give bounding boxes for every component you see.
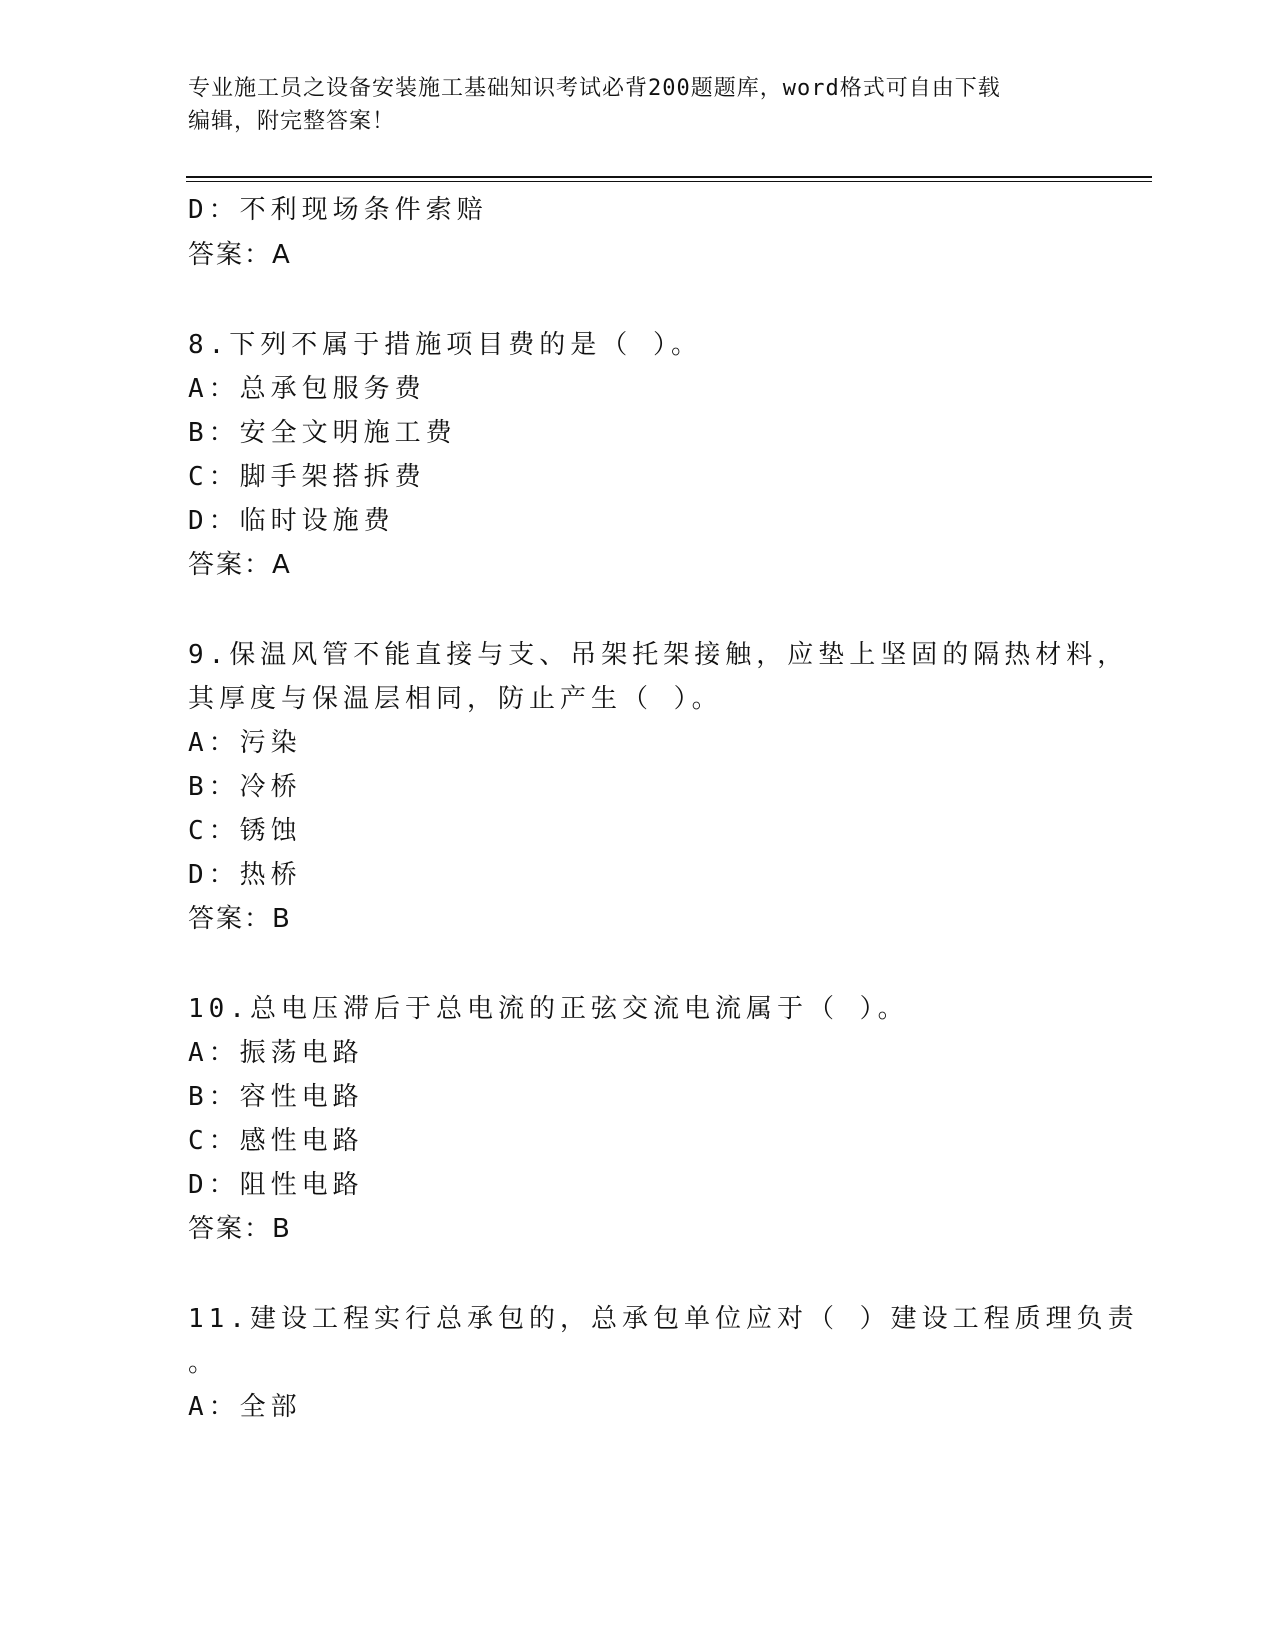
prev-option-d: D：不利现场条件索赔	[188, 195, 488, 225]
question-9-answer: 答案：B	[188, 904, 292, 934]
question-11-stem-line-1: 11.建设工程实行总承包的，总承包单位应对（ ）建设工程质理负责	[188, 1304, 1139, 1334]
question-8-option-a: A：总承包服务费	[188, 374, 426, 404]
question-10-stem: 10.总电压滞后于总电流的正弦交流电流属于（ ）。	[188, 994, 909, 1024]
question-11-option-a: A：全部	[188, 1392, 302, 1422]
question-9-option-a: A：污染	[188, 728, 302, 758]
header-line-1: 专业施工员之设备安装施工基础知识考试必背200题题库，word格式可自由下载	[188, 76, 1001, 101]
question-10-option-c: C：感性电路	[188, 1126, 364, 1156]
header-divider-thin	[186, 181, 1152, 182]
question-9-stem-line-2: 其厚度与保温层相同，防止产生（ ）。	[188, 684, 723, 714]
question-10-option-d: D：阻性电路	[188, 1170, 364, 1200]
question-9-option-d: D：热桥	[188, 860, 302, 890]
question-10-option-a: A：振荡电路	[188, 1038, 364, 1068]
question-10-answer: 答案：B	[188, 1214, 292, 1244]
question-9-option-c: C：锈蚀	[188, 816, 302, 846]
question-8-option-d: D：临时设施费	[188, 506, 395, 536]
question-9-option-b: B：冷桥	[188, 772, 302, 802]
header-line-2: 编辑，附完整答案！	[188, 109, 396, 134]
question-8-option-c: C：脚手架搭拆费	[188, 462, 426, 492]
question-8-option-b: B：安全文明施工费	[188, 418, 457, 448]
document-header	[188, 72, 1088, 138]
question-9-stem-line-1: 9.保温风管不能直接与支、吊架托架接触，应垫上坚固的隔热材料，	[188, 640, 1129, 670]
question-8-stem: 8.下列不属于措施项目费的是（ ）。	[188, 330, 702, 360]
question-11-stem-line-2: 。	[188, 1348, 220, 1378]
question-10-option-b: B：容性电路	[188, 1082, 364, 1112]
header-divider	[186, 176, 1152, 178]
question-8-answer: 答案：A	[188, 550, 292, 580]
prev-answer: 答案：A	[188, 240, 292, 270]
